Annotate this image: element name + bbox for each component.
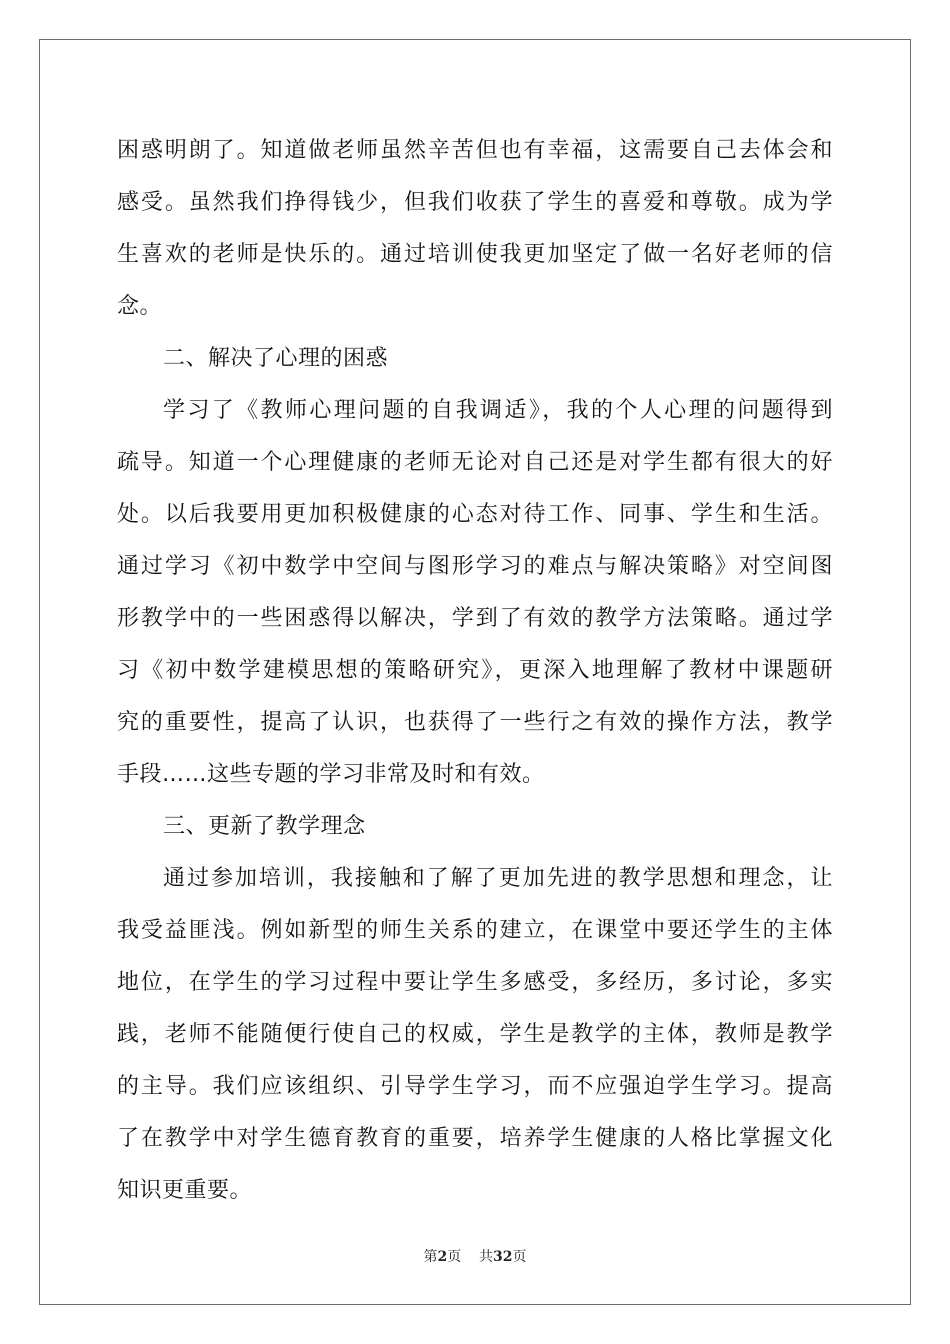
text-line: 究的重要性，提高了认识，也获得了一些行之有效的操作方法，教学 [117, 710, 833, 735]
text-line: 我受益匪浅。例如新型的师生关系的建立，在课堂中要还学生的主体 [117, 918, 833, 943]
total-prefix: 共 [479, 1249, 494, 1265]
text-line: 手段……这些专题的学习非常及时和有效。 [117, 762, 545, 787]
text-line: 处。以后我要用更加积极健康的心态对待工作、同事、学生和生活。 [117, 502, 833, 527]
text-line: 地位，在学生的学习过程中要让学生多感受，多经历，多讨论，多实 [117, 970, 833, 995]
total-suffix: 页 [512, 1249, 527, 1265]
page-number: 2 [437, 1249, 448, 1265]
text-line: 学习了《教师心理问题的自我调适》，我的个人心理的问题得到 [163, 398, 833, 423]
text-line: 通过参加培训，我接触和了解了更加先进的教学思想和理念，让 [163, 866, 833, 891]
document-body [117, 125, 833, 1217]
text-line: 生喜欢的老师是快乐的。通过培训使我更加坚定了做一名好老师的信 [117, 242, 833, 267]
section-heading: 二、解决了心理的困惑 [163, 346, 389, 371]
text-line: 习《初中数学建模思想的策略研究》，更深入地理解了教材中课题研 [117, 658, 833, 683]
text-line: 通过学习《初中数学中空间与图形学习的难点与解决策略》对空间图 [117, 554, 833, 579]
text-line: 疏导。知道一个心理健康的老师无论对自己还是对学生都有很大的好 [117, 450, 833, 475]
text-line: 困惑明朗了。知道做老师虽然辛苦但也有幸福，这需要自己去体会和 [117, 138, 833, 163]
section-heading: 三、更新了教学理念 [163, 814, 366, 839]
total-pages: 32 [493, 1249, 513, 1265]
page-footer [0, 1246, 950, 1266]
text-line: 念。 [117, 294, 163, 319]
text-line: 形教学中的一些困惑得以解决，学到了有效的教学方法策略。通过学 [117, 606, 833, 631]
page-suffix: 页 [447, 1249, 462, 1265]
text-line: 践，老师不能随便行使自己的权威，学生是教学的主体，教师是教学 [117, 1022, 833, 1047]
text-line: 感受。虽然我们挣得钱少，但我们收获了学生的喜爱和尊敬。成为学 [117, 190, 833, 215]
text-line: 的主导。我们应该组织、引导学生学习，而不应强迫学生学习。提高 [117, 1074, 833, 1099]
text-line: 了在教学中对学生德育教育的重要，培养学生健康的人格比掌握文化 [117, 1126, 833, 1151]
text-line: 知识更重要。 [117, 1178, 253, 1203]
page-prefix: 第 [423, 1249, 438, 1265]
